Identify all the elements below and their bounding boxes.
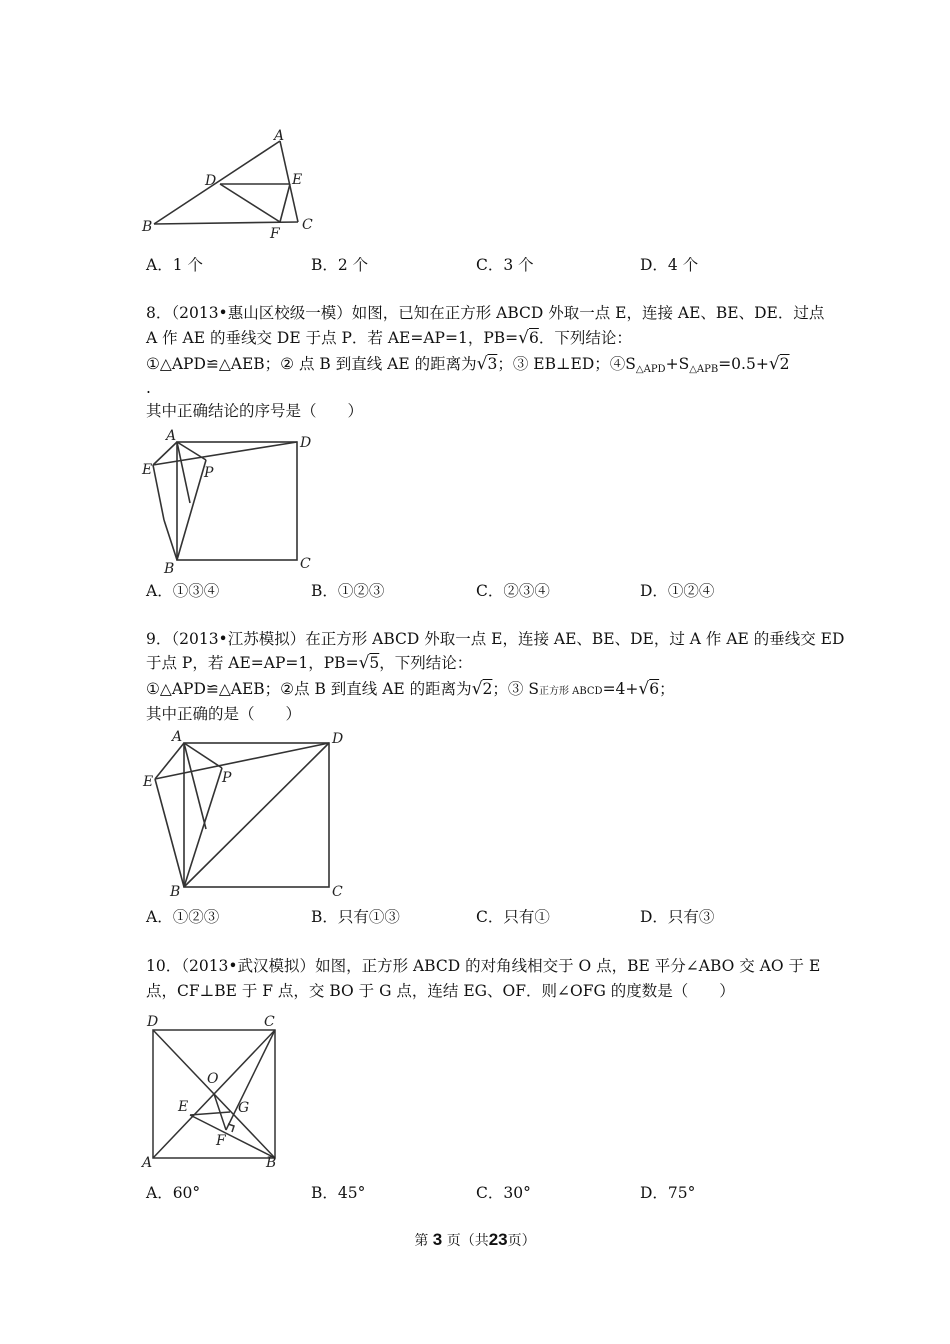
q8-option-a[interactable]: A．①③④ <box>146 582 220 600</box>
q8-stem-line-1: 8．（2013•惠山区校级一模）如图，已知在正方形 ABCD 外取一点 E，连接 AE、BE、DE．过点 <box>146 304 825 322</box>
q9-label-a: A <box>172 729 183 745</box>
q9-text: ； <box>659 680 675 698</box>
q7-label-c: C <box>302 217 313 233</box>
q10-label-o: O <box>207 1071 219 1087</box>
q9-text: ，下列结论： <box>379 654 473 672</box>
q8-stem-line-2 <box>146 327 632 349</box>
q9-label-e: E <box>143 774 154 790</box>
q8-text: +S <box>665 355 690 373</box>
q9-stem-line-2 <box>146 652 472 674</box>
q9-stem-line-4: 其中正确的是（ ） <box>146 705 302 723</box>
q10-label-b: B <box>266 1155 277 1171</box>
q9-text: =4+ <box>602 680 639 698</box>
sqrt-icon: √ <box>518 328 529 348</box>
q7-label-a: A <box>274 128 285 144</box>
q8-label-c: C <box>300 556 311 572</box>
q10-figure <box>140 1010 300 1170</box>
q9-text: ；③ S <box>492 680 539 698</box>
q7-option-b[interactable]: B．2 个 <box>311 256 369 274</box>
q10-label-g: G <box>238 1100 250 1116</box>
q10-label-d: D <box>147 1014 159 1030</box>
q7-label-d: D <box>205 173 217 189</box>
q8-label-a: A <box>166 428 177 444</box>
q8-option-c[interactable]: C．②③④ <box>476 582 550 600</box>
footer-text: 页） <box>507 1233 536 1249</box>
q9-label-c: C <box>332 884 343 900</box>
q8-text: ①△APD≌△AEB；② 点 B 到直线 AE 的距离为 <box>146 355 477 373</box>
q9-subscript: 正方形 ABCD <box>538 686 603 697</box>
q9-option-a[interactable]: A．①②③ <box>146 908 220 926</box>
q10-option-a[interactable]: A．60° <box>146 1184 201 1202</box>
q9-label-d: D <box>332 731 344 747</box>
q10-option-d[interactable]: D．75° <box>640 1184 696 1202</box>
sqrt-icon: √ <box>358 653 370 673</box>
q7-label-f: F <box>270 226 280 242</box>
q8-label-p: P <box>204 465 214 481</box>
q8-text: ；③ EB⊥ED；④S <box>497 355 636 373</box>
q8-radicand: 6 <box>528 329 539 347</box>
q9-text: 于点 P，若 AE=AP=1，PB= <box>146 654 359 672</box>
sqrt-icon: √ <box>768 354 780 374</box>
sqrt-icon: √ <box>476 354 488 374</box>
q9-stem-line-1: 9．（2013•江苏模拟）在正方形 ABCD 外取一点 E，连接 AE、BE、DE，过 A 作 AE 的垂线交 ED <box>146 630 845 648</box>
q10-label-e: E <box>178 1099 189 1115</box>
q9-label-p: P <box>222 770 232 786</box>
q8-figure <box>140 428 330 578</box>
q9-radicand: 2 <box>482 680 493 698</box>
q8-text: =0.5+ <box>718 355 769 373</box>
q9-option-b[interactable]: B．只有①③ <box>311 908 400 926</box>
q8-option-b[interactable]: B．①②③ <box>311 582 385 600</box>
q9-option-c[interactable]: C．只有① <box>476 908 550 926</box>
page-total: 23 <box>488 1230 508 1249</box>
q10-option-b[interactable]: B．45° <box>311 1184 366 1202</box>
q8-label-b: B <box>164 561 175 577</box>
q10-stem-line-2: 点，CF⊥BE 于 F 点，交 BO 于 G 点，连结 EG、OF．则∠OFG 的度数是（ ） <box>146 982 735 1000</box>
q7-figure <box>140 130 320 245</box>
q8-stem-line-3 <box>146 353 790 381</box>
q8-radicand: 2 <box>779 355 790 373</box>
q9-radicand: 6 <box>649 680 660 698</box>
q8-radicand: 3 <box>487 355 498 373</box>
sqrt-icon: √ <box>471 679 483 699</box>
q7-option-a[interactable]: A．1 个 <box>146 256 203 274</box>
q10-label-a: A <box>142 1155 153 1171</box>
q10-stem-line-1: 10．（2013•武汉模拟）如图，正方形 ABCD 的对角线相交于 O 点，BE 平分∠ABO 交 AO 于 E <box>146 957 821 975</box>
page-number: 3 <box>432 1230 443 1249</box>
q10-label-f: F <box>216 1133 226 1149</box>
q8-label-e: E <box>142 462 153 478</box>
q8-text: ．下列结论： <box>538 329 632 347</box>
q8-text: A 作 AE 的垂线交 DE 于点 P．若 AE=AP=1，PB= <box>146 329 519 347</box>
q9-radicand: 5 <box>369 654 380 672</box>
q10-option-c[interactable]: C．30° <box>476 1184 531 1202</box>
q8-stem-line-4: . <box>146 379 151 397</box>
sqrt-icon: √ <box>638 679 650 699</box>
q8-subscript: △APB <box>689 364 719 375</box>
q8-option-d[interactable]: D．①②④ <box>640 582 715 600</box>
q9-figure <box>140 728 350 898</box>
q8-label-d: D <box>300 435 312 451</box>
q7-label-b: B <box>142 219 153 235</box>
q9-text: ①△APD≌△AEB；②点 B 到直线 AE 的距离为 <box>146 680 472 698</box>
q7-label-e: E <box>292 172 303 188</box>
q9-option-d[interactable]: D．只有③ <box>640 908 715 926</box>
q7-option-c[interactable]: C．3 个 <box>476 256 534 274</box>
footer-text: 第 <box>414 1233 429 1249</box>
q9-stem-line-3 <box>146 678 675 703</box>
q7-option-d[interactable]: D．4 个 <box>640 256 699 274</box>
q8-subscript: △APD <box>635 364 666 375</box>
footer-text: 页（共 <box>446 1233 489 1249</box>
q9-label-b: B <box>170 884 181 900</box>
q10-label-c: C <box>264 1014 275 1030</box>
page-footer <box>0 1230 950 1250</box>
q8-stem-line-5: 其中正确结论的序号是（ ） <box>146 402 364 420</box>
